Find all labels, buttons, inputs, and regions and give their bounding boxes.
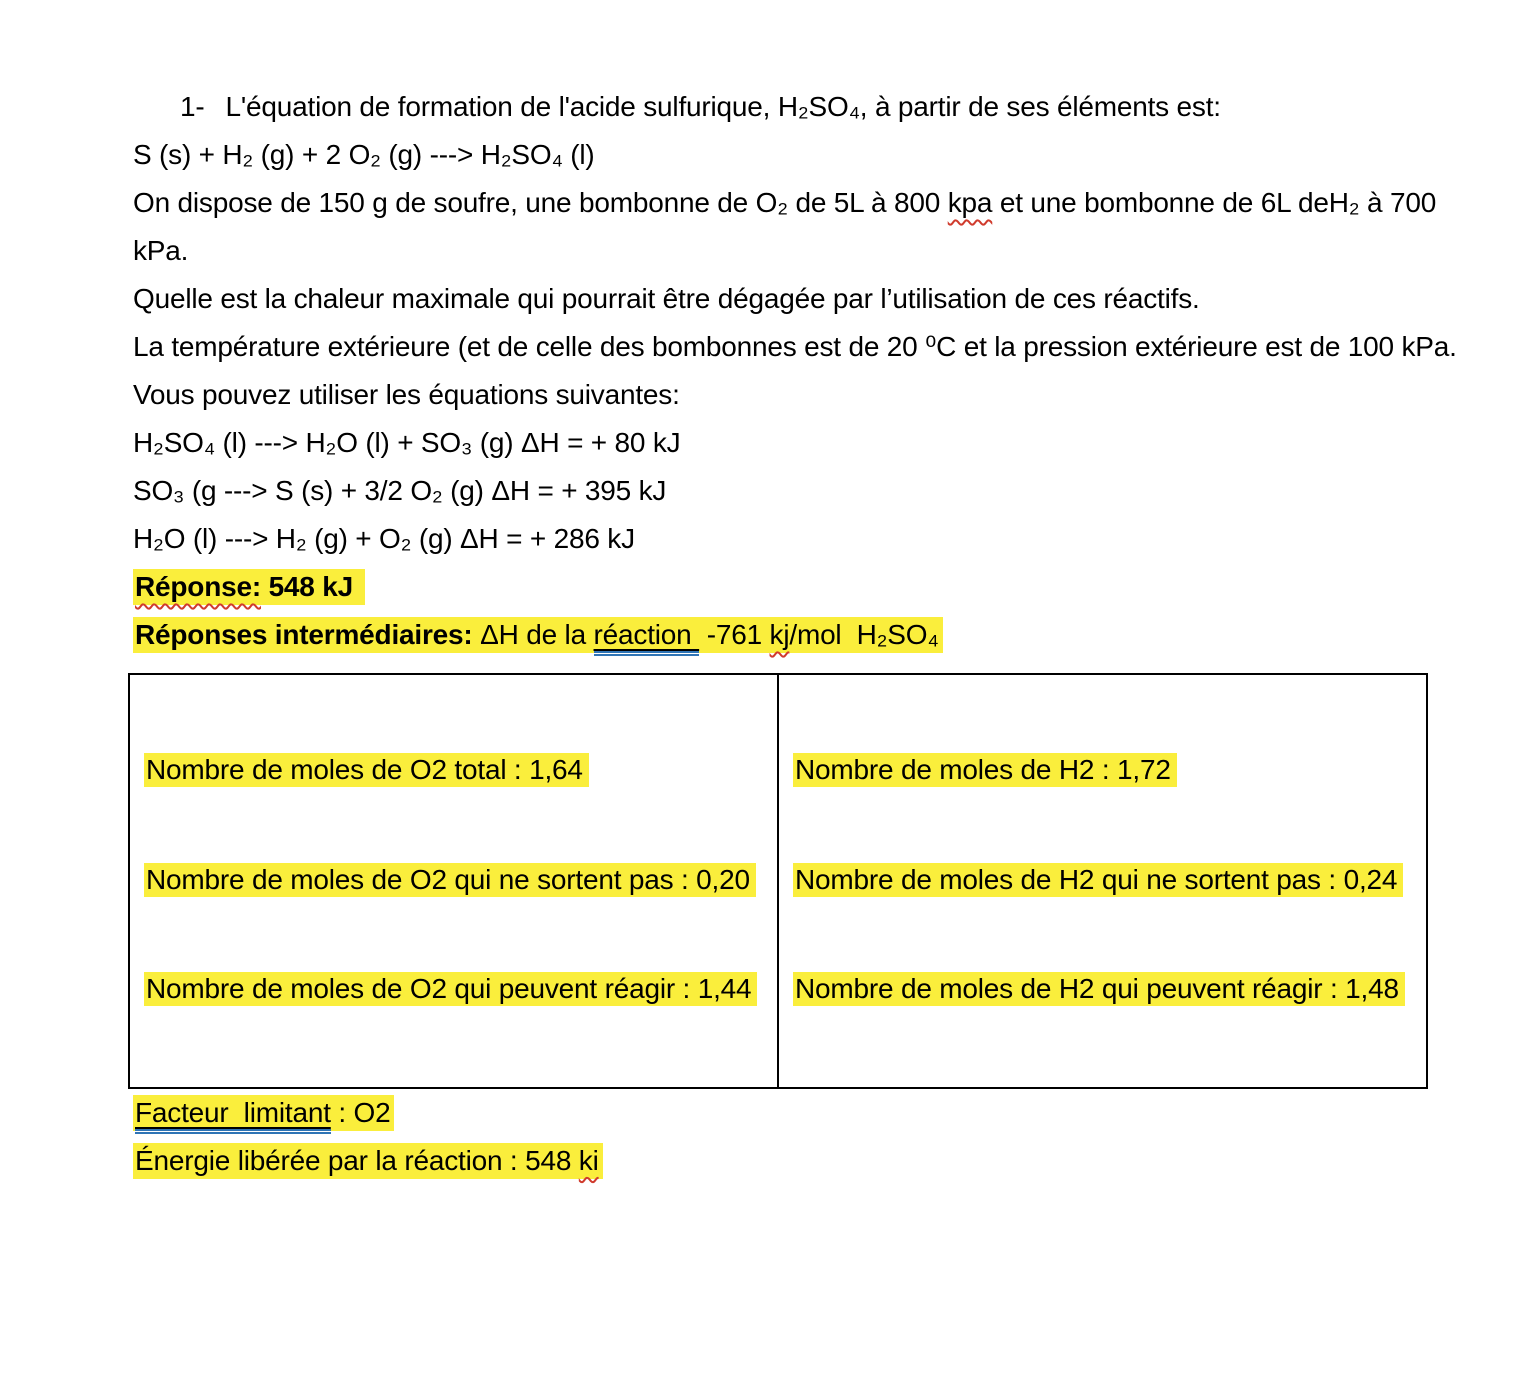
final-answer-highlight: [133, 569, 365, 605]
misspelled-reponse: Réponse:: [135, 571, 261, 602]
table-line: [793, 752, 1418, 789]
limiting-factor-value: : O2: [330, 1096, 391, 1128]
intermediate-text-1: ΔH de la: [472, 619, 594, 650]
limiting-factor-highlight: [133, 1095, 394, 1131]
o2-cell: [129, 674, 778, 1088]
h2-remaining: Nombre de moles de H2 qui ne sortent pas : 0,24: [793, 863, 1403, 897]
table-line: [793, 862, 1418, 899]
energy-text: Énergie libérée par la réaction : 548: [135, 1144, 579, 1176]
table-line: [144, 752, 769, 789]
table-row: [129, 674, 1427, 1088]
heading-text: L'équation de formation de l'acide sulfurique, H₂SO₄, à partir de ses éléments est:: [225, 91, 1221, 122]
materials-text-3: kPa.: [133, 235, 189, 266]
intermediate-text-3: /mol H₂SO₄: [789, 619, 939, 650]
grammar-underlined-facteur-limitant: Facteur limitant: [135, 1097, 331, 1134]
hints-intro: Vous pouvez utiliser les équations suivantes:: [133, 379, 680, 410]
hint-equation-2: SO₃ (g ---> S (s) + 3/2 O₂ (g) ΔH = + 395 kJ: [133, 475, 667, 506]
formation-equation: S (s) + H₂ (g) + 2 O₂ (g) ---> H₂SO₄ (l): [133, 139, 595, 170]
intermediate-label: Réponses intermédiaires:: [135, 619, 473, 650]
moles-table: [128, 673, 1428, 1089]
limiting-factor-line: [133, 1089, 1494, 1137]
intermediate-answers-line: [133, 611, 1494, 659]
h2-cell: [778, 674, 1427, 1088]
list-number: 1-: [180, 91, 205, 122]
energy-highlight: [133, 1143, 603, 1179]
final-answer-line: [133, 563, 1494, 611]
table-line: [144, 862, 769, 899]
materials-text-1: On dispose de 150 g de soufre, une bombonne de O₂ de 5L à 800: [133, 187, 948, 218]
table-line: [793, 971, 1418, 1008]
problem-heading: [133, 83, 1494, 131]
o2-remaining: Nombre de moles de O2 qui ne sortent pas : 0,20: [144, 863, 756, 897]
o2-reactable: Nombre de moles de O2 qui peuvent réagir : 1,44: [144, 972, 757, 1006]
misspelled-kpa: kpa: [947, 187, 993, 218]
intermediate-highlight: [133, 617, 943, 653]
conditions-paragraph: La température extérieure (et de celle des bombonnes est de 20 ⁰C et la pression extérieure est de 100 kPa.: [133, 331, 1457, 362]
misspelled-kj: kj: [769, 619, 790, 650]
materials-text-2: et une bombonne de 6L deH₂ à 700: [992, 187, 1437, 218]
table-line: [144, 971, 769, 1008]
misspelled-ki: ki: [578, 1144, 599, 1176]
hint-equation-3: H₂O (l) ---> H₂ (g) + O₂ (g) ΔH = + 286 kJ: [133, 523, 635, 554]
o2-total: Nombre de moles de O2 total : 1,64: [144, 753, 589, 787]
energy-released-line: [133, 1137, 1494, 1185]
grammar-underlined-reaction: réaction: [594, 619, 700, 656]
intermediate-text-2: -761: [699, 619, 770, 650]
question-paragraph: Quelle est la chaleur maximale qui pourrait être dégagée par l’utilisation de ces réactifs.: [133, 283, 1200, 314]
final-answer-value: 548 kJ: [260, 571, 354, 602]
hint-equation-1: H₂SO₄ (l) ---> H₂O (l) + SO₃ (g) ΔH = + 80 kJ: [133, 427, 681, 458]
h2-total: Nombre de moles de H2 : 1,72: [793, 753, 1177, 787]
materials-paragraph: [133, 179, 1494, 275]
h2-reactable: Nombre de moles de H2 qui peuvent réagir : 1,48: [793, 972, 1405, 1006]
